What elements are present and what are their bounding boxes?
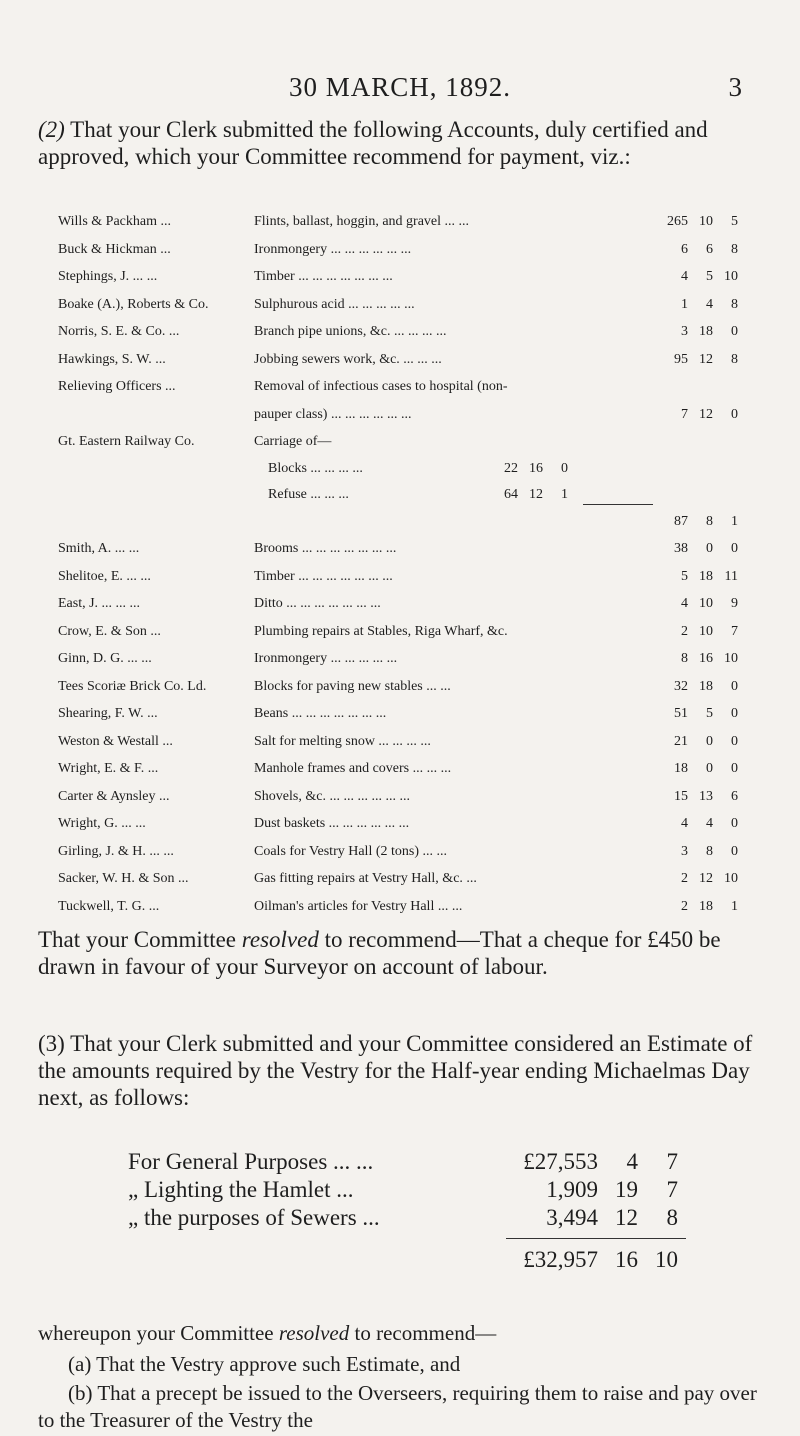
subitem-amount: 22 16 0 <box>504 460 568 476</box>
intro-paragraph <box>38 116 758 170</box>
estimate-row <box>128 1204 688 1232</box>
account-row <box>58 373 758 401</box>
account-row <box>58 291 758 319</box>
account-row <box>58 318 758 346</box>
section-3-paragraph: (3) That your Clerk submitted and your Committee considered an Estimate of the amounts required by the Vestry for the Half-year ending Michaelmas Day next, as follows: <box>38 1031 753 1110</box>
account-amount: 95 12 8 <box>674 351 738 367</box>
account-amount: 8 16 10 <box>681 651 738 666</box>
account-amount: 2 10 7 <box>681 623 738 639</box>
estimate-amount: £27,553 4 7 <box>523 1149 678 1174</box>
account-description: Carriage of— <box>254 434 332 449</box>
account-name: Sacker, W. H. & Son ... <box>58 871 189 886</box>
page-number: 3 <box>728 72 742 102</box>
subitem-label: Blocks ... ... ... ... <box>268 460 363 476</box>
account-amount: 7 12 0 <box>681 406 738 422</box>
account-name: Carter & Aynsley ... <box>58 788 170 804</box>
account-name: Shearing, F. W. ... <box>58 706 158 721</box>
total-rule <box>506 1238 686 1239</box>
account-description: Removal of infectious cases to hospital (non- <box>254 379 508 394</box>
account-name: Wright, G. ... ... <box>58 816 146 831</box>
account-row <box>58 893 758 921</box>
estimate-row <box>128 1148 688 1176</box>
account-description: Beans ... ... ... ... ... ... ... <box>254 706 387 721</box>
account-row <box>58 590 758 618</box>
account-name: Shelitoe, E. ... ... <box>58 568 151 584</box>
account-row <box>58 673 758 701</box>
account-row <box>58 783 758 811</box>
account-description: Timber ... ... ... ... ... ... ... <box>254 568 393 584</box>
account-amount: 4 5 10 <box>681 269 738 284</box>
account-name: Girling, J. & H. ... ... <box>58 843 174 859</box>
account-row <box>58 838 758 866</box>
accounts-table <box>58 208 758 920</box>
carriage-subitem <box>58 482 758 508</box>
account-description: Dust baskets ... ... ... ... ... ... <box>254 816 410 831</box>
account-description: Ditto ... ... ... ... ... ... ... <box>254 596 381 611</box>
account-description: Timber ... ... ... ... ... ... ... <box>254 269 393 284</box>
whereupon-paragraph: whereupon your Committee resolved to recommend— <box>38 1321 497 1345</box>
account-name: Buck & Hickman ... <box>58 241 171 257</box>
account-description: Oilman's articles for Vestry Hall ... ... <box>254 898 463 914</box>
account-row <box>58 563 758 591</box>
account-description: Sulphurous acid ... ... ... ... ... <box>254 296 415 312</box>
account-amount: 6 6 8 <box>681 241 738 257</box>
intro-text: That your Clerk submitted the following Accounts, duly certified and approved, which your Committee recommend for payment, viz.: <box>38 117 708 169</box>
account-row <box>58 645 758 673</box>
account-description: Salt for melting snow ... ... ... ... <box>254 733 431 749</box>
estimate-amount: 3,494 12 8 <box>546 1205 678 1230</box>
account-description: Flints, ballast, hoggin, and gravel ... ... <box>254 214 470 229</box>
item-a: (a) That the Vestry approve such Estimate, and <box>68 1352 461 1376</box>
account-amount: 2 18 1 <box>681 898 738 914</box>
account-row <box>58 728 758 756</box>
account-name: Boake (A.), Roberts & Co. <box>58 296 209 312</box>
account-amount: 51 5 0 <box>674 706 738 721</box>
account-row <box>58 263 758 291</box>
account-description: Branch pipe unions, &c. ... ... ... ... <box>254 324 447 339</box>
account-amount: 2 12 10 <box>681 871 738 886</box>
account-row <box>58 810 758 838</box>
account-description: pauper class) ... ... ... ... ... ... <box>254 406 412 422</box>
account-name: Gt. Eastern Railway Co. <box>58 434 195 449</box>
account-amount <box>658 373 748 401</box>
estimate-label: „ Lighting the Hamlet ... <box>128 1177 354 1202</box>
account-row <box>58 700 758 728</box>
account-name: Wills & Packham ... <box>58 214 171 229</box>
carriage-subitem <box>58 456 758 482</box>
account-amount: 4 4 0 <box>681 816 738 831</box>
account-row <box>58 236 758 264</box>
estimate-label: „ the purposes of Sewers ... <box>128 1205 380 1230</box>
account-description: Ironmongery ... ... ... ... ... ... <box>254 241 412 257</box>
account-amount: 265 10 5 <box>667 214 738 229</box>
account-row <box>58 618 758 646</box>
subitem-amount: 64 12 1 <box>504 486 568 502</box>
subtotal-rule <box>583 504 653 505</box>
item-b: (b) That a precept be issued to the Overseers, requiring them to raise and pay over to the Treasurer of the Vestry the <box>38 1381 757 1432</box>
account-amount: 18 0 0 <box>674 761 738 776</box>
estimate-label: For General Purposes ... ... <box>128 1149 374 1174</box>
estimate-table <box>128 1148 688 1274</box>
account-name: Tuckwell, T. G. ... <box>58 898 160 914</box>
account-name: Relieving Officers ... <box>58 379 176 394</box>
account-name: Crow, E. & Son ... <box>58 623 161 639</box>
estimate-amount: 1,909 19 7 <box>546 1177 678 1202</box>
account-description: Jobbing sewers work, &c. ... ... ... <box>254 351 442 367</box>
account-amount: 1 4 8 <box>681 296 738 312</box>
account-amount: 15 13 6 <box>674 788 738 804</box>
account-description: Shovels, &c. ... ... ... ... ... ... <box>254 788 410 804</box>
account-name: Wright, E. & F. ... <box>58 761 159 776</box>
subitem-label: Refuse ... ... ... <box>268 486 349 502</box>
estimate-row <box>128 1176 688 1204</box>
account-amount: 3 8 0 <box>681 843 738 859</box>
account-amount: 32 18 0 <box>674 678 738 694</box>
account-amount: 3 18 0 <box>681 324 738 339</box>
account-amount: 38 0 0 <box>674 541 738 556</box>
account-name: Tees Scoriæ Brick Co. Ld. <box>58 678 207 694</box>
account-row <box>58 208 758 236</box>
account-description: Plumbing repairs at Stables, Riga Wharf, &c. <box>254 623 508 639</box>
account-amount: 4 10 9 <box>681 596 738 611</box>
account-name: Ginn, D. G. ... ... <box>58 651 152 666</box>
account-description: Coals for Vestry Hall (2 tons) ... ... <box>254 843 447 859</box>
account-name: Norris, S. E. & Co. ... <box>58 324 180 339</box>
account-name: East, J. ... ... ... <box>58 596 141 611</box>
account-description: Gas fitting repairs at Vestry Hall, &c. ... <box>254 871 477 886</box>
cheque-paragraph: That your Committee resolved to recommend—That a cheque for £450 be drawn in favour of your Surveyor on account of labour. <box>38 927 721 979</box>
account-description: Blocks for paving new stables ... ... <box>254 678 451 694</box>
account-row <box>58 401 758 429</box>
account-row <box>58 346 758 374</box>
section-number: (2) <box>38 117 65 142</box>
account-row <box>58 865 758 893</box>
railway-block <box>58 428 758 535</box>
account-name: Weston & Westall ... <box>58 733 173 749</box>
estimate-total: £32,957 16 10 <box>523 1247 678 1272</box>
account-name: Stephings, J. ... ... <box>58 269 158 284</box>
account-row <box>58 755 758 783</box>
account-amount: 21 0 0 <box>674 733 738 749</box>
account-description: Manhole frames and covers ... ... ... <box>254 761 452 776</box>
account-description: Brooms ... ... ... ... ... ... ... <box>254 541 397 556</box>
page-header: 30 MARCH, 1892. <box>288 72 512 102</box>
account-amount: 5 18 11 <box>681 568 738 584</box>
account-description: Ironmongery ... ... ... ... ... <box>254 651 398 666</box>
account-name: Hawkings, S. W. ... <box>58 351 166 367</box>
account-amount: 87 8 1 <box>674 513 738 529</box>
account-name: Smith, A. ... ... <box>58 541 140 556</box>
account-row <box>58 535 758 563</box>
